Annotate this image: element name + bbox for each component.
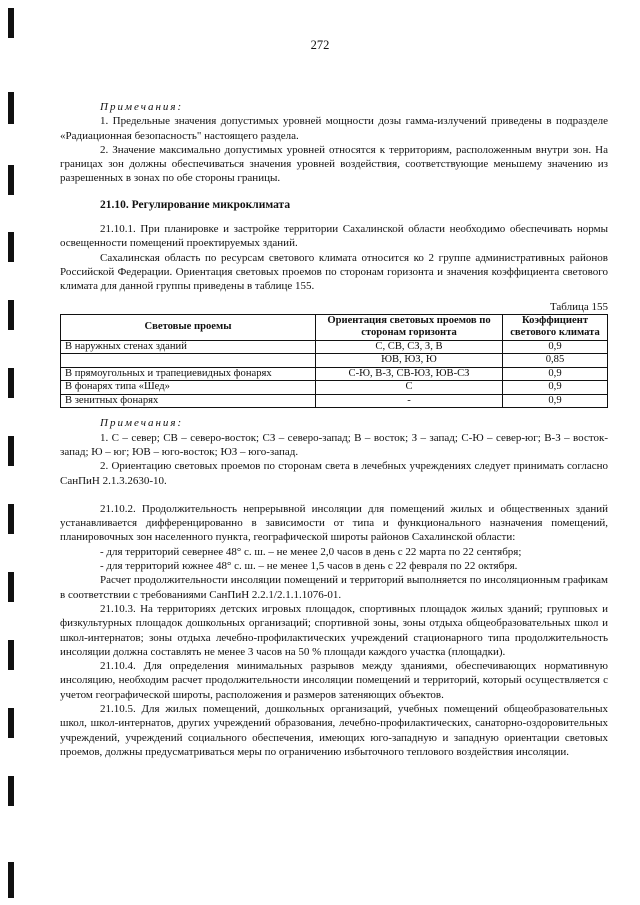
binder-hole-mark — [8, 92, 14, 124]
table-cell: В фонарях типа «Шед» — [61, 381, 316, 395]
table-cell — [61, 354, 316, 368]
binder-hole-mark — [8, 708, 14, 738]
note-item: 1. Предельные значения допустимых уровней мощности дозы гамма-излучений приведены в подразделе «Радиационная безопасность" настоящего раздела. — [60, 115, 608, 142]
binder-hole-mark — [8, 436, 14, 466]
binder-hole-mark — [8, 165, 14, 195]
paragraph: 21.10.3. На территориях детских игровых площадок, спортивных площадок жилых зданий; групповых и физкультурных площадок дошкольных организаций; спортивной зоны, зоны отдыха общеобразовательных школ и школ-интернатов; зоны отдыха лечебно-профилактических учреждений стационарного типа продолжительность инсоляции должна составлять не менее 3 часов на 50 % площади каждого участка (площадки). — [60, 602, 608, 658]
list-item: - для территорий севернее 48° с. ш. – не менее 2,0 часов в день с 22 марта по 22 сентября; — [100, 545, 522, 558]
page-content — [60, 100, 608, 759]
table-row — [61, 354, 608, 368]
binder-hole-mark — [8, 572, 14, 602]
table-cell: 0,9 — [503, 381, 608, 395]
table-row — [61, 394, 608, 408]
binder-hole-mark — [8, 300, 14, 330]
table-caption: Таблица 155 — [549, 300, 608, 313]
table-header: Ориентация световых проемов по сторонам горизонта — [316, 314, 503, 340]
table-cell: 0,85 — [503, 354, 608, 368]
table-header: Световые проемы — [61, 314, 316, 340]
table-cell: С, СВ, СЗ, З, В — [316, 340, 503, 354]
paragraph: Расчет продолжительности инсоляции помещений и территорий выполняется по инсоляционным графикам в соответствии с требованиями СанПиН 2.2.1/2.1.1.1076-01. — [60, 574, 608, 601]
notes-title: Примечания: — [100, 417, 184, 430]
binder-hole-mark — [8, 504, 14, 534]
table-row — [61, 340, 608, 354]
table-cell: С-Ю, В-З, СВ-ЮЗ, ЮВ-СЗ — [316, 367, 503, 381]
table-row — [61, 367, 608, 381]
binder-hole-mark — [8, 640, 14, 670]
paragraph: 21.10.1. При планировке и застройке территории Сахалинской области необходимо обеспечивать нормы освещенности помещений проектируемых зданий. — [60, 223, 608, 250]
table-header-row — [61, 314, 608, 340]
binder-hole-mark — [8, 8, 14, 38]
table-cell: 0,9 — [503, 367, 608, 381]
binder-hole-mark — [8, 776, 14, 806]
table-cell: ЮВ, ЮЗ, Ю — [316, 354, 503, 368]
table-cell: 0,9 — [503, 394, 608, 408]
paragraph: 21.10.2. Продолжительность непрерывной инсоляции для помещений жилых и общественных зданий устанавливается дифференцированно в зависимости от типа и функционального назначения помещений, планировочных зон населенного пункта, географической широты районов Сахалинской области: — [60, 502, 608, 544]
table-header: Коэффициент светового климата — [503, 314, 608, 340]
table-cell: В зенитных фонарях — [61, 394, 316, 408]
table-cell: - — [316, 394, 503, 408]
note-item: 2. Ориентацию световых проемов по сторонам света в лечебных учреждениях следует принимать согласно СанПиН 2.1.3.2630-10. — [60, 460, 608, 487]
table-cell: 0,9 — [503, 340, 608, 354]
table-cell: В прямоугольных и трапециевидных фонарях — [61, 367, 316, 381]
binder-hole-mark — [8, 232, 14, 262]
note-item: 2. Значение максимально допустимых уровней относятся к территориям, расположенным внутри зон. На границах зон должны обеспечиваться значения уровней воздействия, соответствующие меньшему значению из разрешенных в зонах по обе стороны границы. — [60, 143, 608, 185]
table-cell: В наружных стенах зданий — [61, 340, 316, 354]
section-heading: 21.10. Регулирование микроклимата — [100, 198, 291, 211]
paragraph: 21.10.5. Для жилых помещений, дошкольных организаций, учебных помещений общеобразовательных школ, школ-интернатов, других учреждений образования, лечебно-профилактических, санаторно-оздоровительных учреждений, учреждений социального обеспечения, имеющих юго-западную и западную ориентации световых проемов, должны предусматриваться меры по ограничению избыточного теплового воздействия инсоляции. — [60, 703, 608, 758]
notes-title: Примечания: — [100, 101, 184, 113]
page-number: 272 — [310, 38, 330, 52]
table-cell: С — [316, 381, 503, 395]
list-item: - для территорий южнее 48° с. ш. – не менее 1,5 часов в день с 22 февраля по 22 октября. — [100, 560, 518, 573]
paragraph: 21.10.4. Для определения минимальных разрывов между зданиями, обеспечивающих нормативную инсоляцию, необходим расчет продолжительности инсоляции помещений и территорий, который осуществляется с учетом географической широты, расположения и размеров затеняющих объектов. — [60, 660, 608, 701]
binder-hole-mark — [8, 862, 14, 898]
note-item: 1. С – север; СВ – северо-восток; СЗ – северо-запад; В – восток; З – запад; С-Ю – север-юг; В-З – восток-запад; Ю – юг; ЮВ – юго-восток; ЮЗ – юго-запад. — [60, 431, 608, 458]
light-climate-table — [60, 314, 608, 409]
paragraph: Сахалинская область по ресурсам светового климата относится ко 2 группе административных районов Российской Федерации. Ориентация световых проемов по сторонам горизонта и значения коэффициента светового климата для данной группы приведены в таблице 155. — [60, 251, 608, 293]
table-row — [61, 381, 608, 395]
binder-hole-mark — [8, 368, 14, 398]
